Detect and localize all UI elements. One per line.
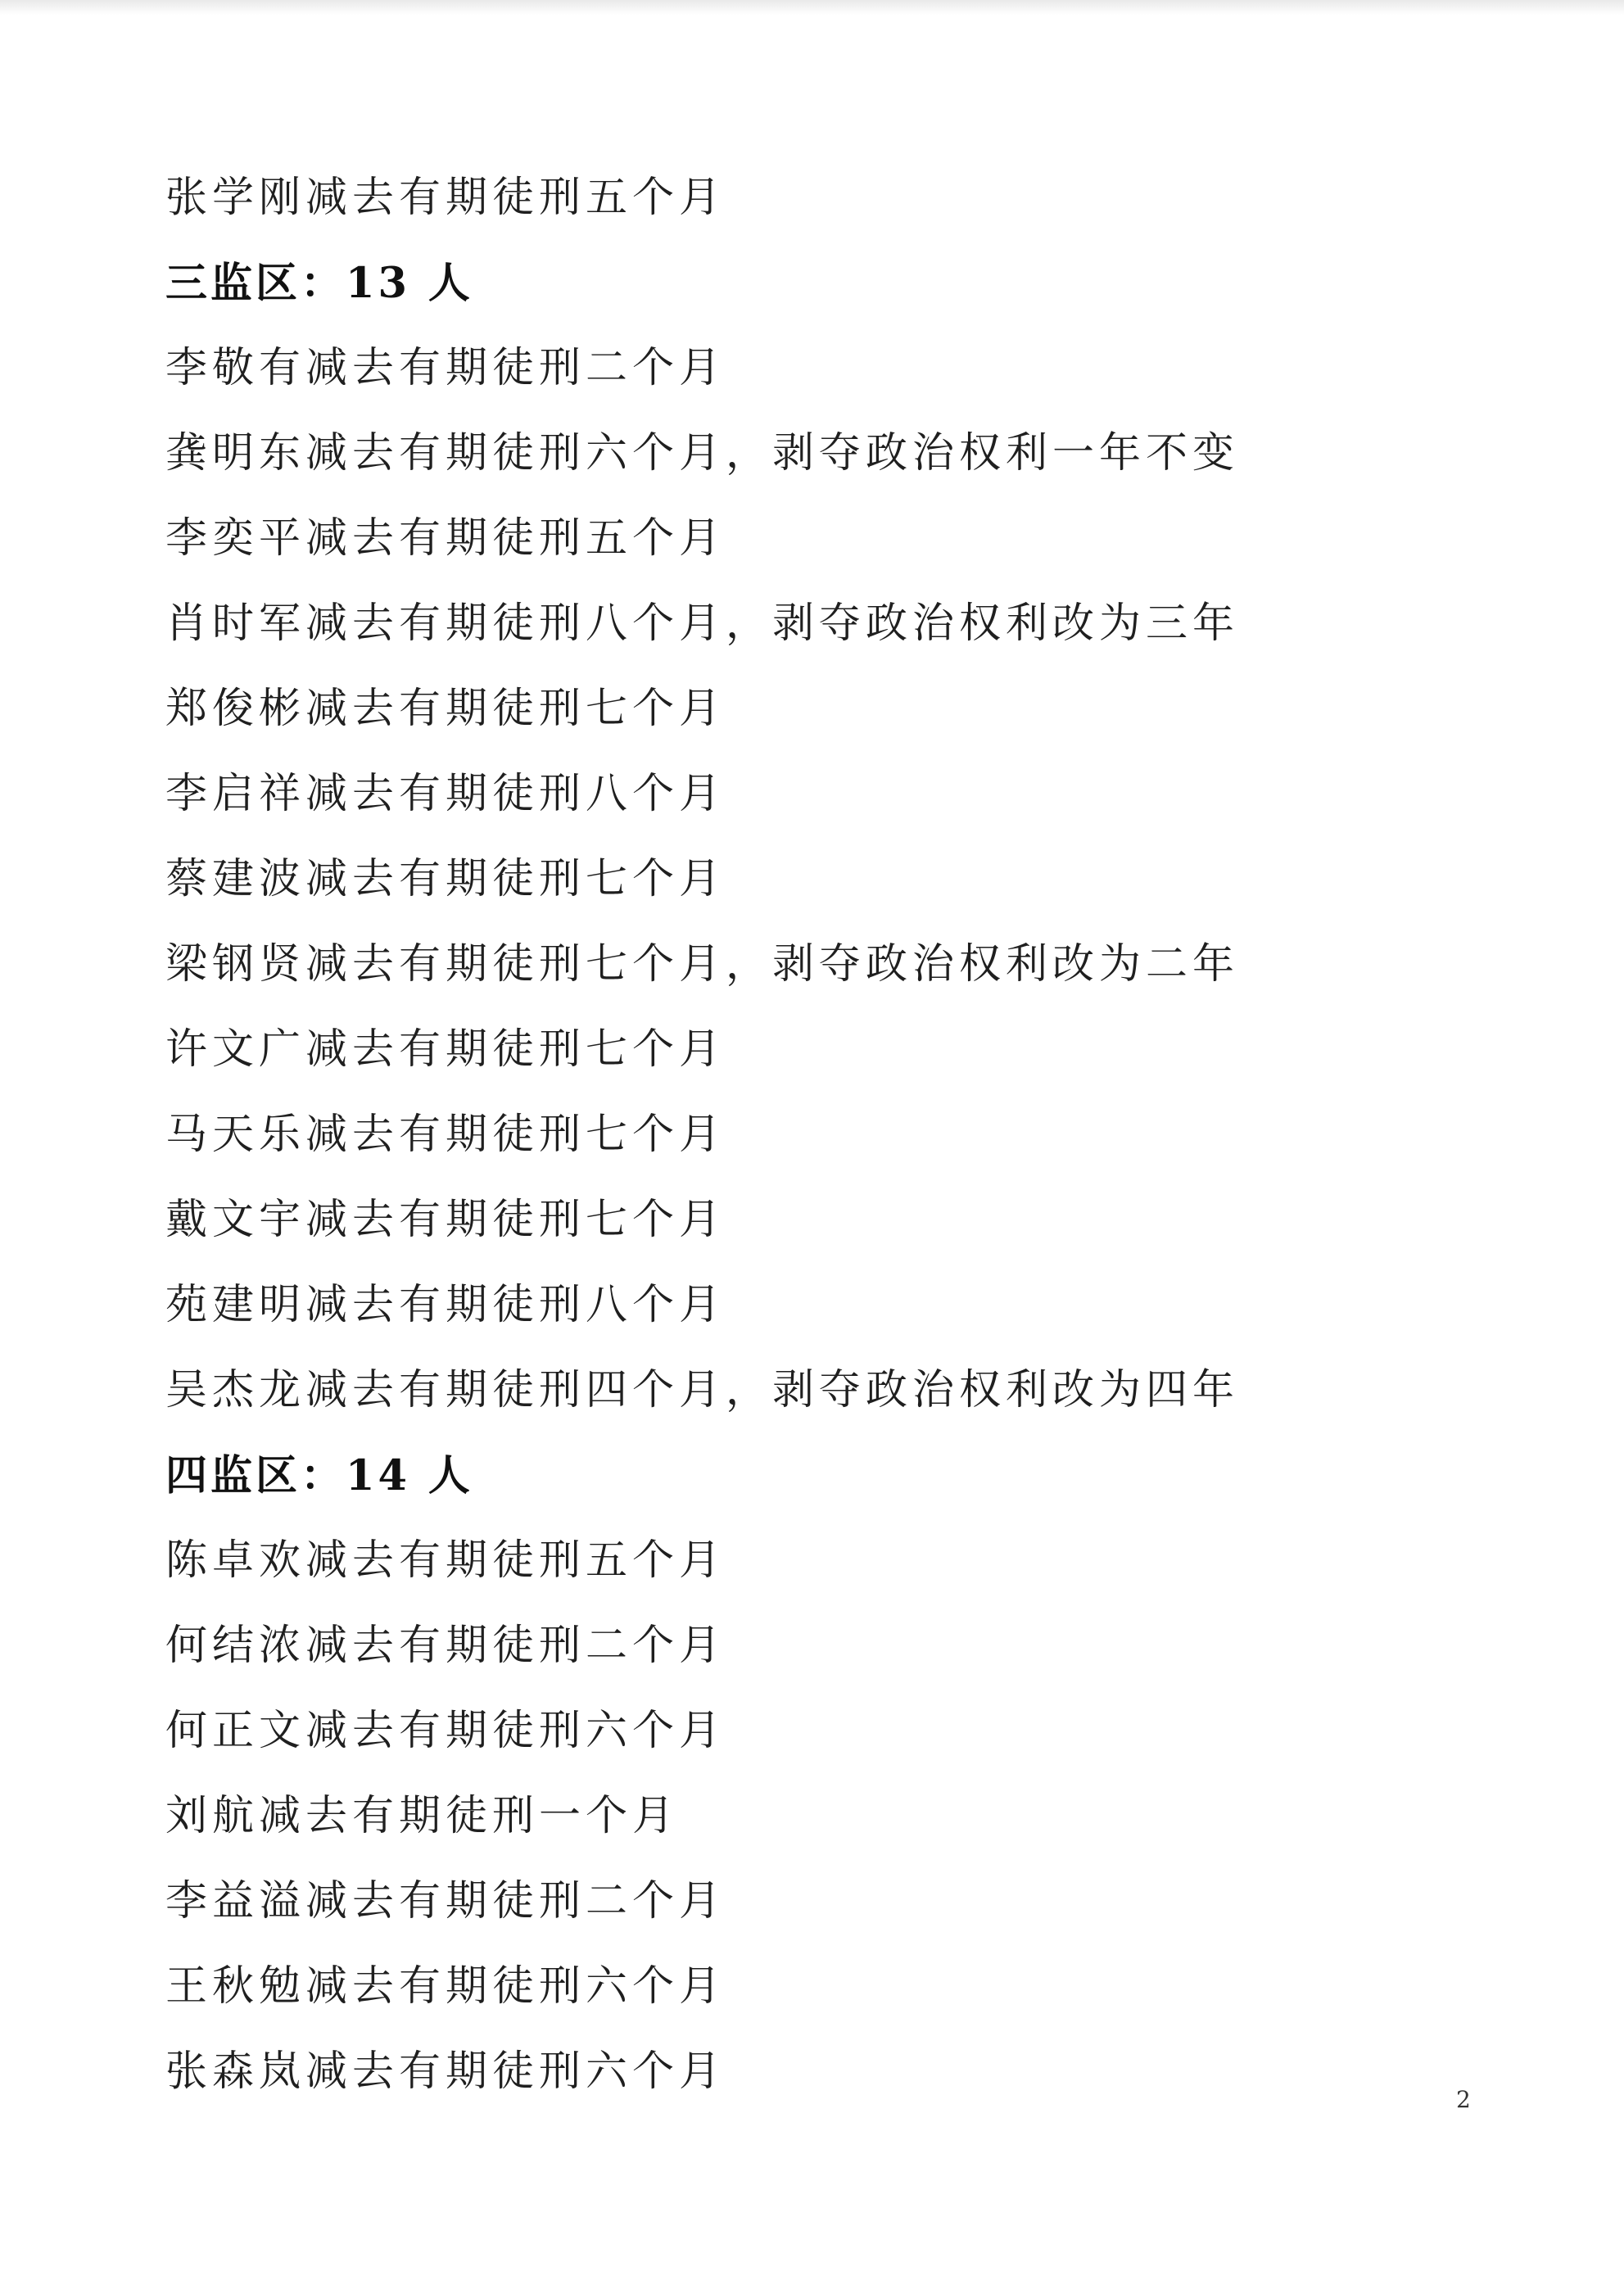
document-line: 戴文宇减去有期徒刑七个月 xyxy=(165,1196,726,1244)
document-line: 何结浓减去有期徒刑二个月 xyxy=(165,1622,726,1670)
document-line: 肖时军减去有期徒刑八个月，剥夺政治权利改为三年 xyxy=(165,600,1240,648)
document-line: 刘航减去有期徒刑一个月 xyxy=(165,1792,680,1840)
document-line: 陈卓欢减去有期徒刑五个月 xyxy=(165,1536,726,1585)
document-line: 王秋勉减去有期徒刑六个月 xyxy=(165,1962,726,2011)
document-line: 马天乐减去有期徒刑七个月 xyxy=(165,1111,726,1159)
document-line: 李敬有减去有期徒刑二个月 xyxy=(165,344,726,392)
document-line: 梁钢贤减去有期徒刑七个月，剥夺政治权利改为二年 xyxy=(165,940,1240,989)
page-number: 2 xyxy=(1456,2086,1471,2113)
document-line: 何正文减去有期徒刑六个月 xyxy=(165,1707,726,1755)
section-heading-fourth-ward: 四监区：14 人 xyxy=(165,1451,473,1500)
document-line: 张学刚减去有期徒刑五个月 xyxy=(165,174,726,222)
document-line: 苑建明减去有期徒刑八个月 xyxy=(165,1281,726,1329)
document-line: 郑俊彬减去有期徒刑七个月 xyxy=(165,685,726,733)
document-line: 吴杰龙减去有期徒刑四个月，剥夺政治权利改为四年 xyxy=(165,1366,1240,1414)
document-content xyxy=(165,156,1459,2115)
document-line: 张森岚减去有期徒刑六个月 xyxy=(165,2047,726,2096)
document-line: 龚明东减去有期徒刑六个月，剥夺政治权利一年不变 xyxy=(165,429,1240,477)
document-line: 蔡建波减去有期徒刑七个月 xyxy=(165,855,726,903)
document-line: 李奕平减去有期徒刑五个月 xyxy=(165,514,726,563)
document-line: 李启祥减去有期徒刑八个月 xyxy=(165,770,726,818)
document-line: 许文广减去有期徒刑七个月 xyxy=(165,1025,726,1074)
document-line: 李益溢减去有期徒刑二个月 xyxy=(165,1877,726,1925)
section-heading-third-ward: 三监区：13 人 xyxy=(165,259,473,308)
scan-edge-shadow xyxy=(0,0,1624,15)
